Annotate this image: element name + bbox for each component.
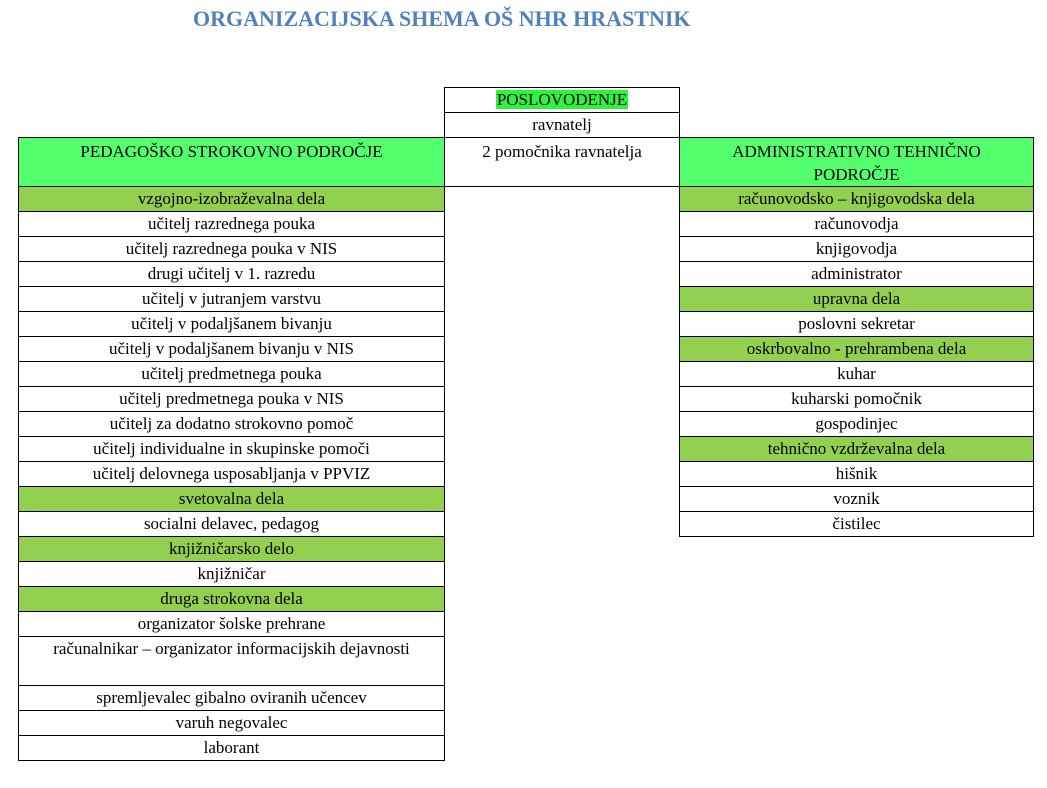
right-role-row: gospodinjec: [679, 411, 1034, 437]
center-header-cell: [444, 87, 680, 113]
left-role-row: učitelj predmetnega pouka: [18, 361, 445, 387]
right-category-row: računovodsko – knjigovodska dela: [679, 186, 1034, 212]
center-header: POSLOVODENJE: [496, 90, 628, 109]
center-row-assistants: 2 pomočnika ravnatelja: [444, 137, 680, 187]
left-category-row: druga strokovna dela: [18, 586, 445, 612]
left-role-row: učitelj delovnega usposabljanja v PPVIZ: [18, 461, 445, 487]
right-role-row: administrator: [679, 261, 1034, 287]
left-role-row: učitelj razrednega pouka v NIS: [18, 236, 445, 262]
right-role-row: voznik: [679, 486, 1034, 512]
right-role-row: knjigovodja: [679, 236, 1034, 262]
right-role-row: kuhar: [679, 361, 1034, 387]
left-category-row: knjižničarsko delo: [18, 536, 445, 562]
right-category-row: upravna dela: [679, 286, 1034, 312]
right-header: ADMINISTRATIVNO TEHNIČNO PODROČJE: [679, 137, 1034, 187]
right-role-row: hišnik: [679, 461, 1034, 487]
left-role-row: socialni delavec, pedagog: [18, 511, 445, 537]
right-role-row: računovodja: [679, 211, 1034, 237]
left-role-row: učitelj v jutranjem varstvu: [18, 286, 445, 312]
left-role-row: laborant: [18, 735, 445, 761]
left-role-row: knjižničar: [18, 561, 445, 587]
left-role-row: učitelj v podaljšanem bivanju: [18, 311, 445, 337]
left-category-row: svetovalna dela: [18, 486, 445, 512]
left-role-row: učitelj predmetnega pouka v NIS: [18, 386, 445, 412]
left-role-row: drugi učitelj v 1. razredu: [18, 261, 445, 287]
right-role-row: čistilec: [679, 511, 1034, 537]
left-role-row: učitelj v podaljšanem bivanju v NIS: [18, 336, 445, 362]
left-role-row: organizator šolske prehrane: [18, 611, 445, 637]
page-title: ORGANIZACIJSKA SHEMA OŠ NHR HRASTNIK: [193, 6, 691, 31]
left-role-row: učitelj za dodatno strokovno pomoč: [18, 411, 445, 437]
right-role-row: poslovni sekretar: [679, 311, 1034, 337]
left-category-row: vzgojno-izobraževalna dela: [18, 186, 445, 212]
center-row-ravnatelj: ravnatelj: [444, 112, 680, 138]
right-category-row: oskrbovalno - prehrambena dela: [679, 336, 1034, 362]
right-category-row: tehnično vzdrževalna dela: [679, 436, 1034, 462]
left-role-row: računalnikar – organizator informacijskih dejavnosti: [18, 636, 445, 686]
left-role-row: učitelj individualne in skupinske pomoči: [18, 436, 445, 462]
left-role-row: učitelj razrednega pouka: [18, 211, 445, 237]
right-role-row: kuharski pomočnik: [679, 386, 1034, 412]
left-header: PEDAGOŠKO STROKOVNO PODROČJE: [18, 137, 445, 187]
left-role-row: spremljevalec gibalno oviranih učencev: [18, 685, 445, 711]
left-role-row: varuh negovalec: [18, 710, 445, 736]
